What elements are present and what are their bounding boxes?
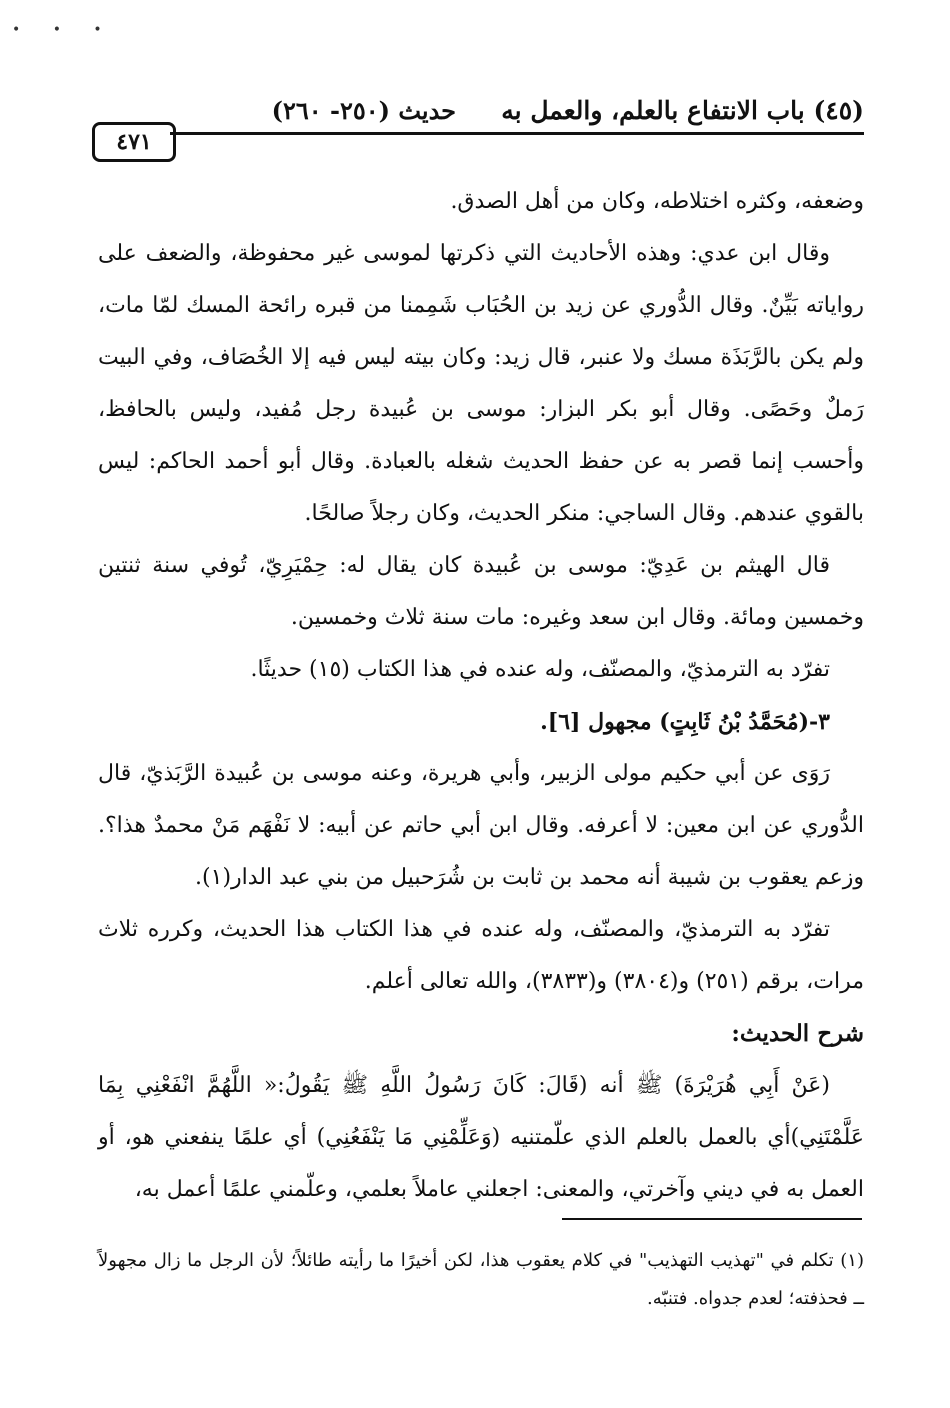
paragraph: (عَنْ أَبِي هُرَيْرَةَ) ﷺ أنه (قَالَ: كَانَ رَسُولُ اللَّهِ ﷺ يَقُولُ:« اللَّهُمَّ انْفَعْنِي بِمَا عَلَّمْتَنِي)أي بالعمل بالعلم الذي علّمتنيه (وَعَلِّمْنِي مَا يَنْفَعُنِي) أي علمًا ينفعني هو، أو العمل به في ديني وآخرتي، والمعنى: اجعلني عاملاً بعلمي، وعلّمني علمًا أعمل به،	[98, 1073, 864, 1202]
chapter-title: (٤٥) باب الانتفاع بالعلم، والعمل به	[501, 96, 864, 125]
scan-dots: • • •	[12, 22, 116, 38]
footnote-rule	[562, 1218, 862, 1220]
main-text	[98, 176, 864, 1216]
paragraph: تفرّد به الترمذيّ، والمصنّف، وله عنده في هذا الكتاب (١٥) حديثًا.	[250, 657, 830, 682]
paragraph: وضعفه، وكثره اختلاطه، وكان من أهل الصدق.	[450, 189, 864, 214]
page-number: ٤٧١	[92, 122, 176, 162]
running-header	[92, 92, 864, 132]
paragraph: رَوَى عن أبي حكيم مولى الزبير، وأبي هريرة، وعنه موسى بن عُبيدة الرَّبَذيّ، قال الدُّوري عن ابن معين: لا أعرفه. وقال ابن أبي حاتم عن أبيه: لا نَفْهَم مَنْ محمدٌ هذا؟. وزعم يعقوب بن شيبة أنه محمد بن ثابت بن شُرَحبيل من بني عبد الدار(١).	[98, 761, 864, 890]
paragraph: وقال ابن عدي: وهذه الأحاديث التي ذكرتها لموسى غير محفوظة، والضعف على رواياته بَيِّنٌ. وقال الدُّوري عن زيد بن الحُبَاب شَمِمنا من قبره رائحة المسك لمّا مات، ولم يكن بالرَّبَذَة مسك ولا عنبر، قال زيد: وكان بيته ليس فيه إلا الخُصَاف، وفي البيت رَملٌ وحَصًى. وقال أبو بكر البزار: موسى بن عُبيدة رجل مُفيد، وليس بالحافظ، وأحسب إنما قصر به عن حفظ الحديث شغله بالعبادة. وقال أبو أحمد الحاكم: ليس بالقوي عندهم. وقال الساجي: منكر الحديث، وكان رجلاً صالحًا.	[98, 241, 864, 526]
footnote	[98, 1242, 864, 1318]
paragraph: تفرّد به الترمذيّ، والمصنّف، وله عنده في هذا الكتاب هذا الحديث، وكرره ثلاث مرات، برقم (٢٥١) و(٣٨٠٤) و(٣٨٣٣)، والله تعالى أعلم.	[98, 917, 864, 994]
footnote-text: (١) تكلم في "تهذيب التهذيب" في كلام يعقوب هذا، لكن أخيرًا ما رأيته طائلاً؛ لأن الرجل ما زال مجهولاً ــ فحذفته؛ لعدم جدواه. فتنبّه.	[98, 1250, 864, 1309]
section-heading: شرح الحديث:	[731, 1020, 864, 1047]
narrator-entry: ٣-(مُحَمَّدُ بْنُ ثَابِتٍ) مجهول [٦].	[540, 709, 830, 735]
header-rule	[170, 132, 864, 135]
paragraph: قال الهيثم بن عَدِيّ: موسى بن عُبيدة كان يقال له: حِمْيَرِيّ، تُوفي سنة ثنتين وخمسين ومائة. وقال ابن سعد وغيره: مات سنة ثلاث وخمسين.	[98, 553, 864, 630]
hadith-range: حديث (٢٥٠- ٢٦٠)	[271, 96, 456, 125]
